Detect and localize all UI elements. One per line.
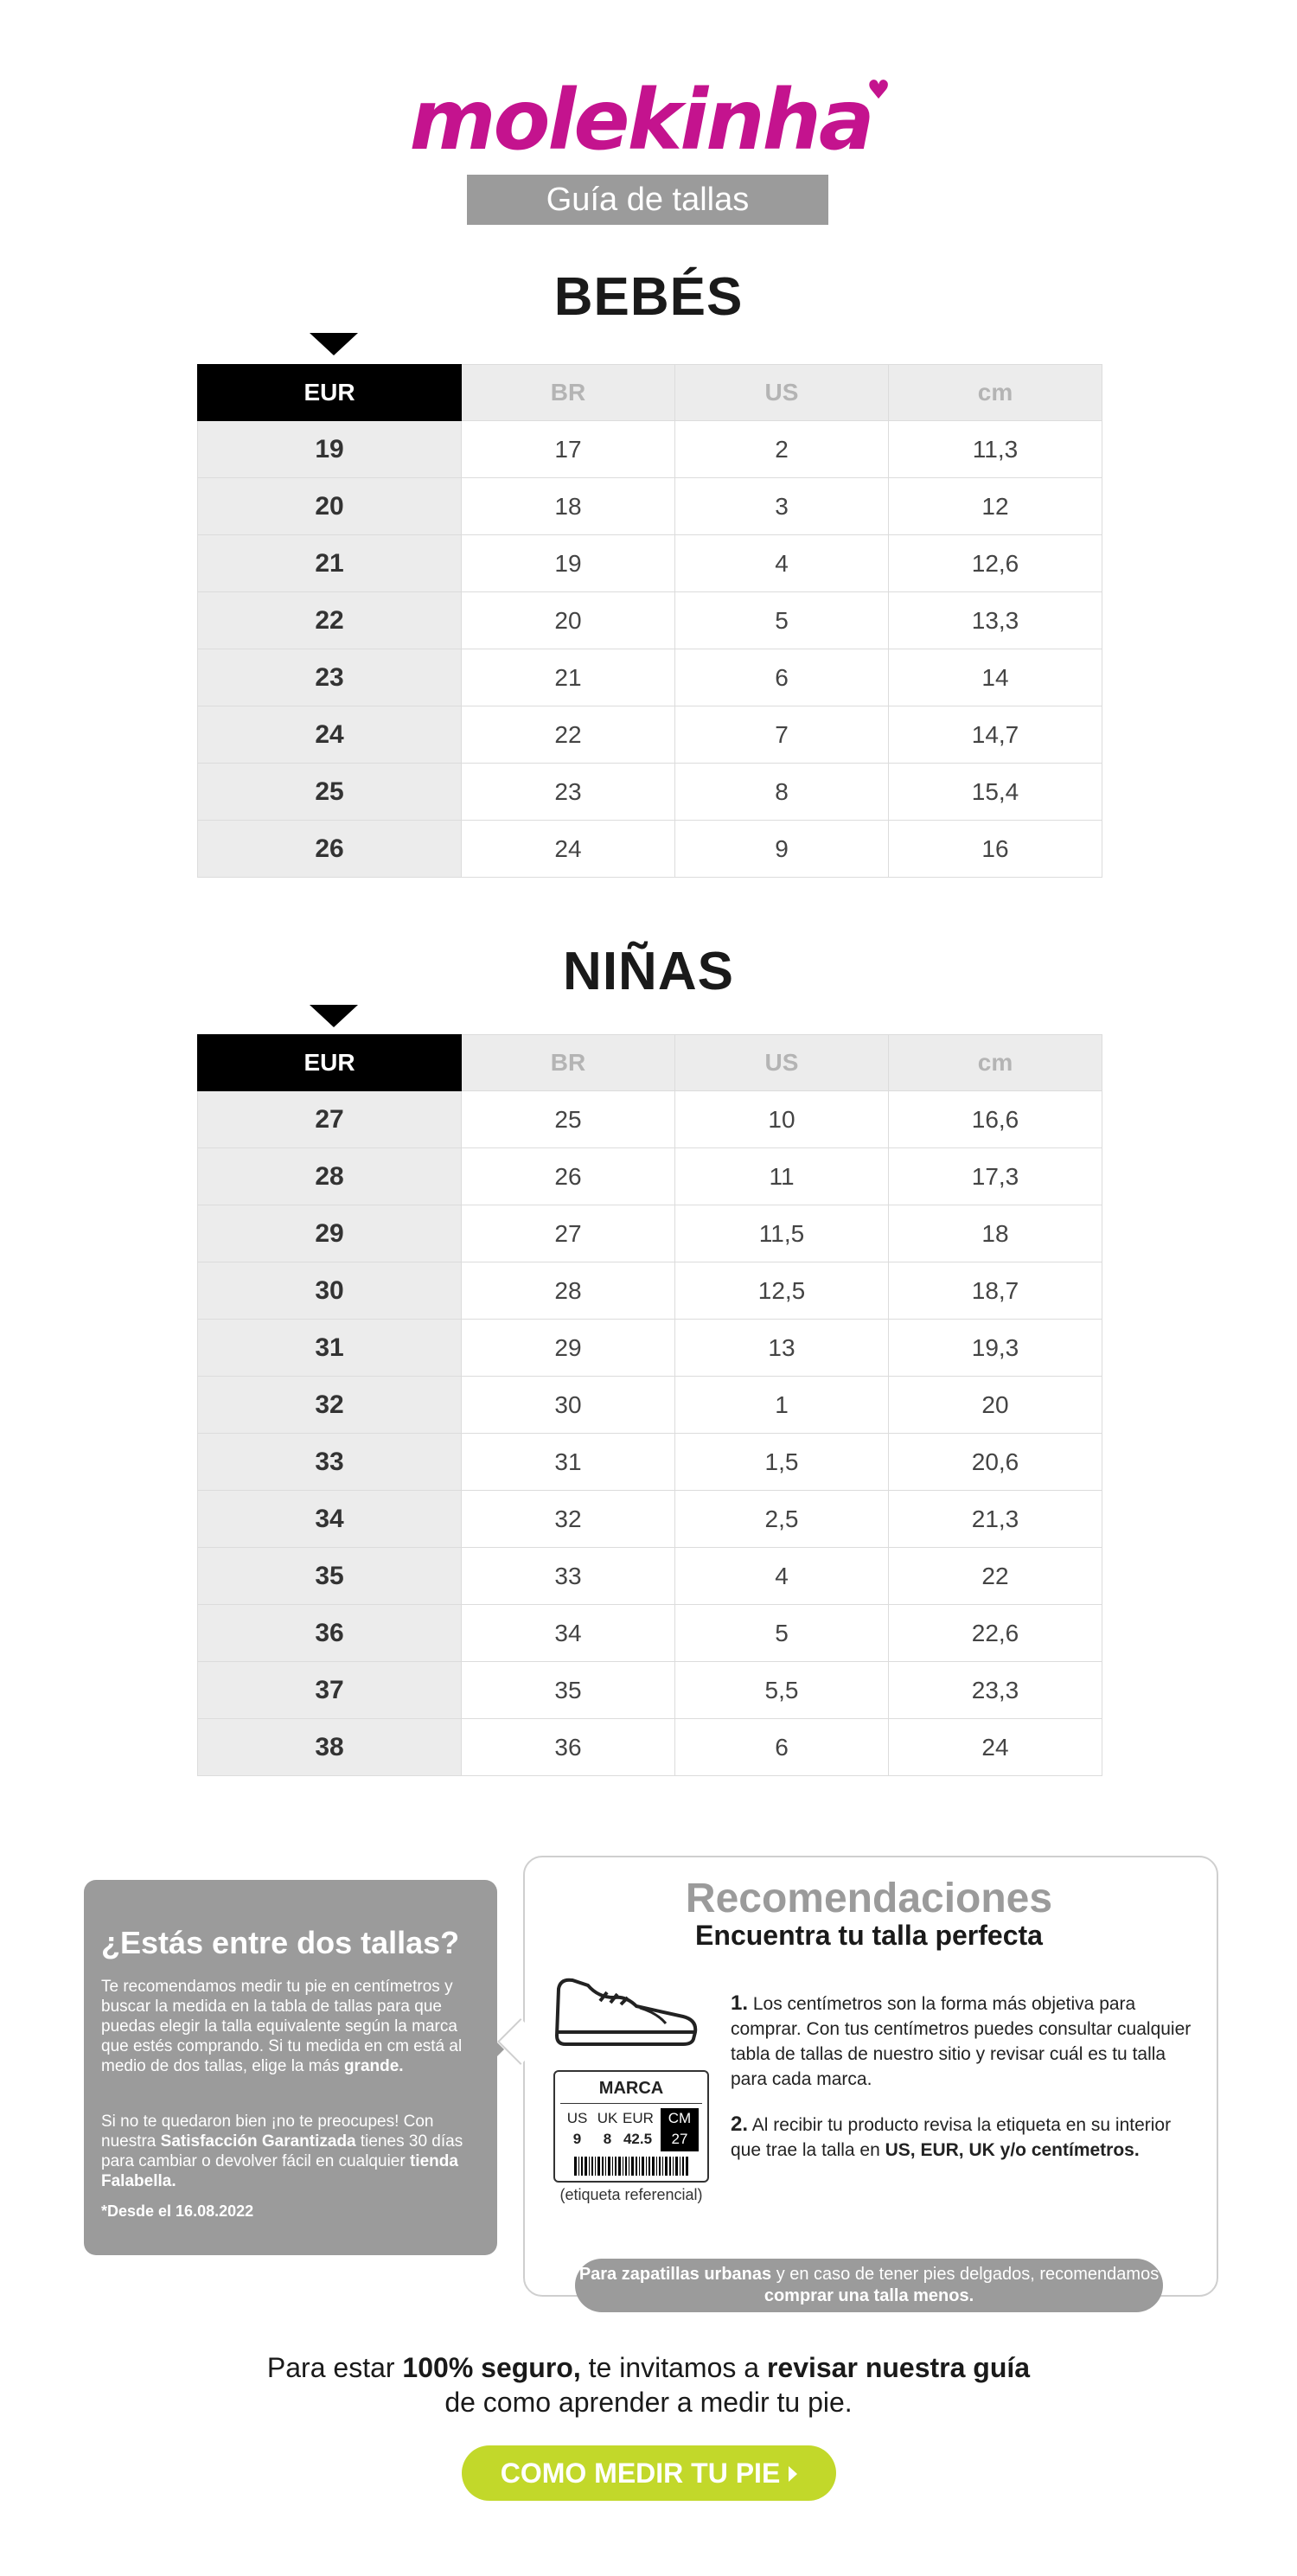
cell-cm: 16 — [889, 821, 1102, 878]
cell-us: 6 — [675, 649, 889, 706]
table-row — [198, 1377, 1102, 1434]
girls-title: NIÑAS — [563, 942, 734, 1001]
table-row — [198, 1605, 1102, 1662]
cell-br: 19 — [462, 535, 675, 592]
girls-size-table — [197, 1034, 1102, 1776]
cell-us: 13 — [675, 1320, 889, 1377]
between-sizes-title: ¿Estás entre dos tallas? — [101, 1925, 460, 1960]
cell-br: 36 — [462, 1719, 675, 1776]
cell-br: 35 — [462, 1662, 675, 1719]
guarantee-text: Si no te quedaron bien ¡no te preocupes! Con nuestra Satisfacción Garantizada tienes 30 días para cambiar o devolver fácil en cualquier tienda Falabella. — [101, 2113, 463, 2190]
barcode-icon — [574, 2157, 688, 2176]
cell-eur: 29 — [198, 1205, 462, 1262]
heart-icon: ♥ — [866, 75, 888, 105]
cell-us: 10 — [675, 1091, 889, 1148]
cell-eur: 21 — [198, 535, 462, 592]
col-header-br: BR — [462, 365, 675, 421]
cell-cm: 11,3 — [889, 421, 1102, 478]
arrow-down-icon — [310, 1005, 358, 1027]
cell-br: 27 — [462, 1205, 675, 1262]
cell-cm: 22,6 — [889, 1605, 1102, 1662]
table-row — [198, 1719, 1102, 1776]
table-header-row — [198, 365, 1102, 421]
cell-cm: 14 — [889, 649, 1102, 706]
shoe-label-illustration: MARCA US UK EUR 9 8 42.5 CM 27 — [553, 2070, 709, 2183]
cell-br: 26 — [462, 1148, 675, 1205]
cell-br: 21 — [462, 649, 675, 706]
cm-highlight: CM 27 — [661, 2108, 699, 2151]
cell-cm: 19,3 — [889, 1320, 1102, 1377]
cell-br: 32 — [462, 1491, 675, 1548]
col-header-us: US — [675, 1035, 889, 1091]
cell-br: 25 — [462, 1091, 675, 1148]
cell-eur: 33 — [198, 1434, 462, 1491]
label-caption: (etiqueta referencial) — [559, 2186, 703, 2203]
cell-us: 6 — [675, 1719, 889, 1776]
cell-cm: 20 — [889, 1377, 1102, 1434]
recommendation-2: 2. Al recibir tu producto revisa la etiqueta en su interior que trae la talla en US, EUR, UK y/o centímetros. — [731, 2113, 1172, 2160]
cell-eur: 30 — [198, 1262, 462, 1320]
cell-eur: 36 — [198, 1605, 462, 1662]
recommendations-subtitle: Encuentra tu talla perfecta — [695, 1920, 1043, 1951]
cell-br: 31 — [462, 1434, 675, 1491]
cell-eur: 35 — [198, 1548, 462, 1605]
cell-cm: 17,3 — [889, 1148, 1102, 1205]
cell-us: 3 — [675, 478, 889, 535]
cell-us: 11,5 — [675, 1205, 889, 1262]
cell-br: 34 — [462, 1605, 675, 1662]
cell-cm: 18,7 — [889, 1262, 1102, 1320]
table-row — [198, 1091, 1102, 1148]
table-row — [198, 535, 1102, 592]
cell-br: 28 — [462, 1262, 675, 1320]
cell-eur: 25 — [198, 764, 462, 821]
cell-cm: 22 — [889, 1548, 1102, 1605]
cell-cm: 21,3 — [889, 1491, 1102, 1548]
babies-title: BEBÉS — [553, 267, 744, 327]
cell-cm: 16,6 — [889, 1091, 1102, 1148]
date-note: *Desde el 16.08.2022 — [101, 2202, 254, 2220]
molekinha-logo: molekinha♥ — [409, 72, 888, 169]
cell-us: 5 — [675, 592, 889, 649]
size-guide-banner: Guía de tallas — [467, 175, 828, 225]
cell-eur: 22 — [198, 592, 462, 649]
babies-size-table — [197, 364, 1102, 878]
sneaker-icon — [553, 1963, 700, 2049]
table-row — [198, 706, 1102, 764]
between-sizes-text: Te recomendamos medir tu pie en centímetros y buscar la medida en la tabla de tallas para que puedas elegir la talla equivalente según la marca que estés comprando. Si tu medida en cm está al medio de dos tallas, elige la más grande. — [101, 1978, 463, 2075]
cell-us: 9 — [675, 821, 889, 878]
table-row — [198, 1491, 1102, 1548]
cell-us: 4 — [675, 1548, 889, 1605]
cell-br: 33 — [462, 1548, 675, 1605]
cell-eur: 32 — [198, 1377, 462, 1434]
cell-us: 2 — [675, 421, 889, 478]
cell-br: 29 — [462, 1320, 675, 1377]
cell-eur: 19 — [198, 421, 462, 478]
cell-cm: 12,6 — [889, 535, 1102, 592]
cell-us: 12,5 — [675, 1262, 889, 1320]
cell-eur: 20 — [198, 478, 462, 535]
cell-us: 7 — [675, 706, 889, 764]
cell-eur: 38 — [198, 1719, 462, 1776]
urban-sneakers-tip: Para zapatillas urbanas y en caso de tener pies delgados, recomendamos comprar una talla menos. — [575, 2259, 1163, 2312]
cell-cm: 20,6 — [889, 1434, 1102, 1491]
cell-eur: 27 — [198, 1091, 462, 1148]
col-header-cm: cm — [889, 365, 1102, 421]
cell-eur: 31 — [198, 1320, 462, 1377]
col-header-us: US — [675, 365, 889, 421]
cell-us: 11 — [675, 1148, 889, 1205]
cell-cm: 14,7 — [889, 706, 1102, 764]
table-row — [198, 1148, 1102, 1205]
cell-eur: 24 — [198, 706, 462, 764]
cell-cm: 18 — [889, 1205, 1102, 1262]
recommendations-title: Recomendaciones — [685, 1876, 1053, 1921]
table-row — [198, 1548, 1102, 1605]
table-row — [198, 764, 1102, 821]
cell-br: 23 — [462, 764, 675, 821]
cell-br: 24 — [462, 821, 675, 878]
table-row — [198, 592, 1102, 649]
between-sizes-box — [84, 1880, 497, 2255]
table-row — [198, 649, 1102, 706]
cell-cm: 12 — [889, 478, 1102, 535]
cell-us: 4 — [675, 535, 889, 592]
cell-cm: 24 — [889, 1719, 1102, 1776]
cell-eur: 34 — [198, 1491, 462, 1548]
table-row — [198, 1262, 1102, 1320]
col-header-eur: EUR — [198, 365, 462, 421]
cell-cm: 13,3 — [889, 592, 1102, 649]
cell-us: 8 — [675, 764, 889, 821]
table-header-row — [198, 1035, 1102, 1091]
col-header-eur: EUR — [198, 1035, 462, 1091]
cell-br: 30 — [462, 1377, 675, 1434]
recommendation-1: 1. Los centímetros son la forma más objetiva para comprar. Con tus centímetros puedes consultar cualquier tabla de tallas de nuestro sitio y revisar cuál es tu talla para cada marca. — [731, 1991, 1192, 2089]
cell-us: 1,5 — [675, 1434, 889, 1491]
table-row — [198, 1662, 1102, 1719]
cell-cm: 15,4 — [889, 764, 1102, 821]
table-row — [198, 821, 1102, 878]
measure-guide-text: Para estar 100% seguro, te invitamos a revisar nuestra guía de como aprender a medir tu pie. — [266, 2352, 1031, 2418]
cell-eur: 37 — [198, 1662, 462, 1719]
cell-br: 17 — [462, 421, 675, 478]
table-row — [198, 421, 1102, 478]
cell-cm: 23,3 — [889, 1662, 1102, 1719]
cell-eur: 28 — [198, 1148, 462, 1205]
cell-br: 18 — [462, 478, 675, 535]
cell-us: 5 — [675, 1605, 889, 1662]
table-row — [198, 1434, 1102, 1491]
play-arrow-icon — [789, 2466, 797, 2482]
arrow-down-icon — [310, 333, 358, 355]
callout-pointer — [478, 2023, 504, 2075]
col-header-cm: cm — [889, 1035, 1102, 1091]
table-row — [198, 1320, 1102, 1377]
cell-br: 20 — [462, 592, 675, 649]
cell-us: 2,5 — [675, 1491, 889, 1548]
cell-eur: 23 — [198, 649, 462, 706]
table-row — [198, 1205, 1102, 1262]
table-row — [198, 478, 1102, 535]
cell-eur: 26 — [198, 821, 462, 878]
how-to-measure-button[interactable]: COMO MEDIR TU PIE — [462, 2445, 836, 2501]
cell-us: 5,5 — [675, 1662, 889, 1719]
cell-br: 22 — [462, 706, 675, 764]
cell-us: 1 — [675, 1377, 889, 1434]
col-header-br: BR — [462, 1035, 675, 1091]
